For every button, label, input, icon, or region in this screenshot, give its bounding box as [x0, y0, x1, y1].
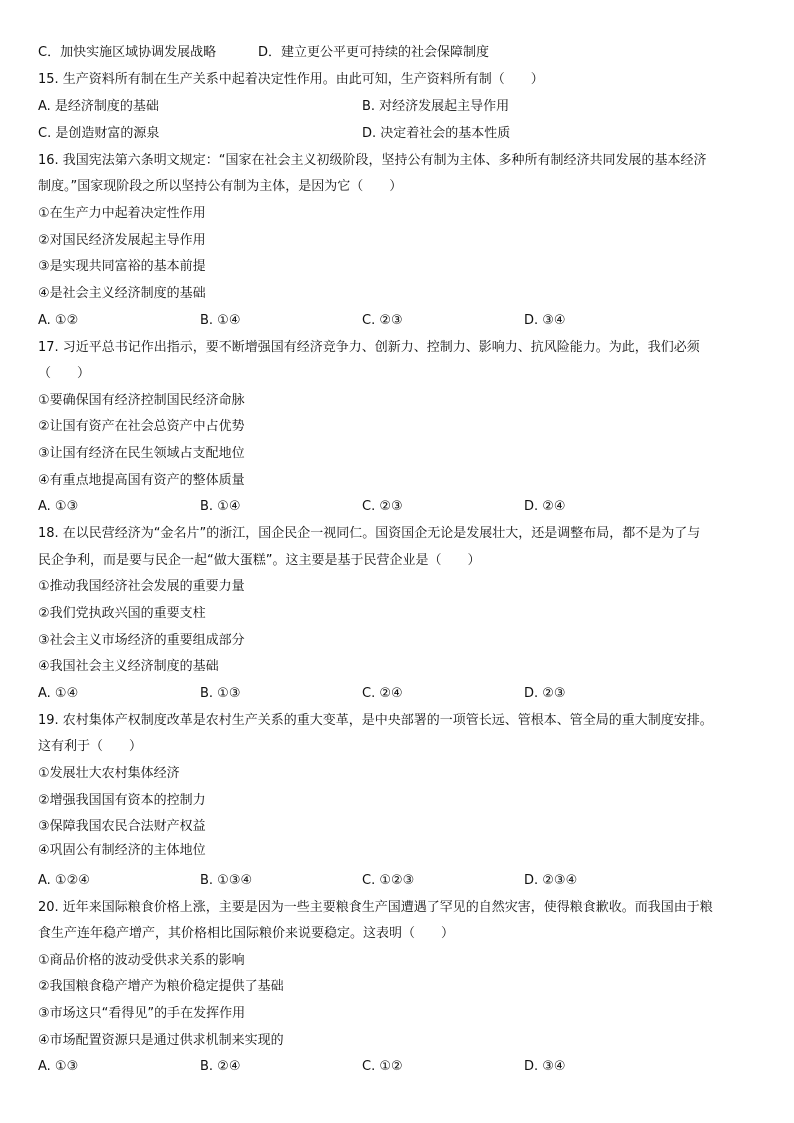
statement-3: ③保障我国农民合法财产权益 [38, 819, 206, 834]
option-c: C. ①②③ [362, 873, 415, 888]
option-d: D. ②③ [524, 686, 566, 701]
statement-2: ②我国粮食稳产增产为粮价稳定提供了基础 [38, 979, 284, 994]
statement-2: ②对国民经济发展起主导作用 [38, 233, 206, 248]
statement-4: ④我国社会主义经济制度的基础 [38, 659, 219, 674]
question-stem: （ ） [38, 366, 91, 381]
statement-1: ①要确保国有经济控制国民经济命脉 [38, 393, 245, 408]
option-a: A. ①④ [38, 686, 79, 701]
option-d: D. 决定着社会的基本性质 [362, 126, 511, 141]
statement-4: ④巩固公有制经济的主体地位 [38, 843, 206, 858]
option-c: C. ②③ [362, 499, 403, 514]
option-b: B. 对经济发展起主导作用 [362, 99, 510, 114]
question-stem: 食生产连年稳产增产，其价格相比国际粮价来说要稳定。这表明（ ） [38, 926, 455, 941]
statement-3: ③让国有经济在民生领域占支配地位 [38, 446, 245, 461]
option-b: B. ①③ [200, 686, 241, 701]
option-b: B. ①④ [200, 313, 241, 328]
statement-1: ①商品价格的波动受供求关系的影响 [38, 953, 245, 968]
option-c: C. ②④ [362, 686, 403, 701]
statement-2: ②让国有资产在社会总资产中占优势 [38, 419, 245, 434]
statement-1: ①发展壮大农村集体经济 [38, 766, 180, 781]
statement-2: ②增强我国国有资本的控制力 [38, 793, 206, 808]
question-stem: 16. 我国宪法第六条明文规定：“国家在社会主义初级阶段，坚持公有制为主体、多种所有制经济共同发展的基本经济 [38, 153, 707, 168]
question-stem: 17. 习近平总书记作出指示，要不断增强国有经济竞争力、创新力、控制力、影响力、抗风险能力。为此，我们必须 [38, 340, 700, 355]
option-a: A. ①② [38, 313, 79, 328]
question-stem: 制度。”国家现阶段之所以坚持公有制为主体，是因为它（ ） [38, 179, 403, 194]
option-d: D. ③④ [524, 313, 566, 328]
option-d: D. ③④ [524, 1059, 566, 1074]
option-c: C．加快实施区域协调发展战略 [38, 45, 217, 60]
statement-1: ①推动我国经济社会发展的重要力量 [38, 579, 245, 594]
option-c: C. ②③ [362, 313, 403, 328]
option-a: A. 是经济制度的基础 [38, 99, 159, 114]
statement-2: ②我们党执政兴国的重要支柱 [38, 606, 206, 621]
option-b: B. ①④ [200, 499, 241, 514]
statement-3: ③是实现共同富裕的基本前提 [38, 259, 206, 274]
statement-3: ③市场这只“看得见”的手在发挥作用 [38, 1006, 246, 1021]
option-d: D. ②③④ [524, 873, 578, 888]
question-stem: 18. 在以民营经济为“金名片”的浙江，国企民企一视同仁。国资国企无论是发展壮大，还是调整布局，都不是为了与 [38, 526, 701, 541]
statement-4: ④市场配置资源只是通过供求机制来实现的 [38, 1033, 284, 1048]
statement-1: ①在生产力中起着决定性作用 [38, 206, 206, 221]
statement-3: ③社会主义市场经济的重要组成部分 [38, 633, 245, 648]
question-stem: 民企争利，而是要与民企一起“做大蛋糕”。这主要是基于民营企业是（ ） [38, 553, 481, 568]
option-a: A. ①②④ [38, 873, 90, 888]
statement-4: ④是社会主义经济制度的基础 [38, 286, 206, 301]
question-stem: 19. 农村集体产权制度改革是农村生产关系的重大变革，是中央部署的一项管长远、管根本、管全局的重大制度安排。 [38, 713, 713, 728]
option-d: D．建立更公平更可持续的社会保障制度 [258, 45, 490, 60]
option-c: C. 是创造财富的源泉 [38, 126, 160, 141]
option-c: C. ①② [362, 1059, 403, 1074]
statement-4: ④有重点地提高国有资产的整体质量 [38, 473, 245, 488]
question-stem: 20. 近年来国际粮食价格上涨，主要是因为一些主要粮食生产国遭遇了罕见的自然灾害，使得粮食歉收。而我国由于粮 [38, 900, 713, 915]
option-b: B. ①③④ [200, 873, 253, 888]
option-d: D. ②④ [524, 499, 566, 514]
option-b: B. ②④ [200, 1059, 241, 1074]
option-a: A. ①③ [38, 1059, 79, 1074]
question-stem: 15. 生产资料所有制在生产关系中起着决定性作用。由此可知，生产资料所有制（ ） [38, 72, 544, 87]
option-a: A. ①③ [38, 499, 79, 514]
question-stem: 这有利于（ ） [38, 739, 143, 754]
